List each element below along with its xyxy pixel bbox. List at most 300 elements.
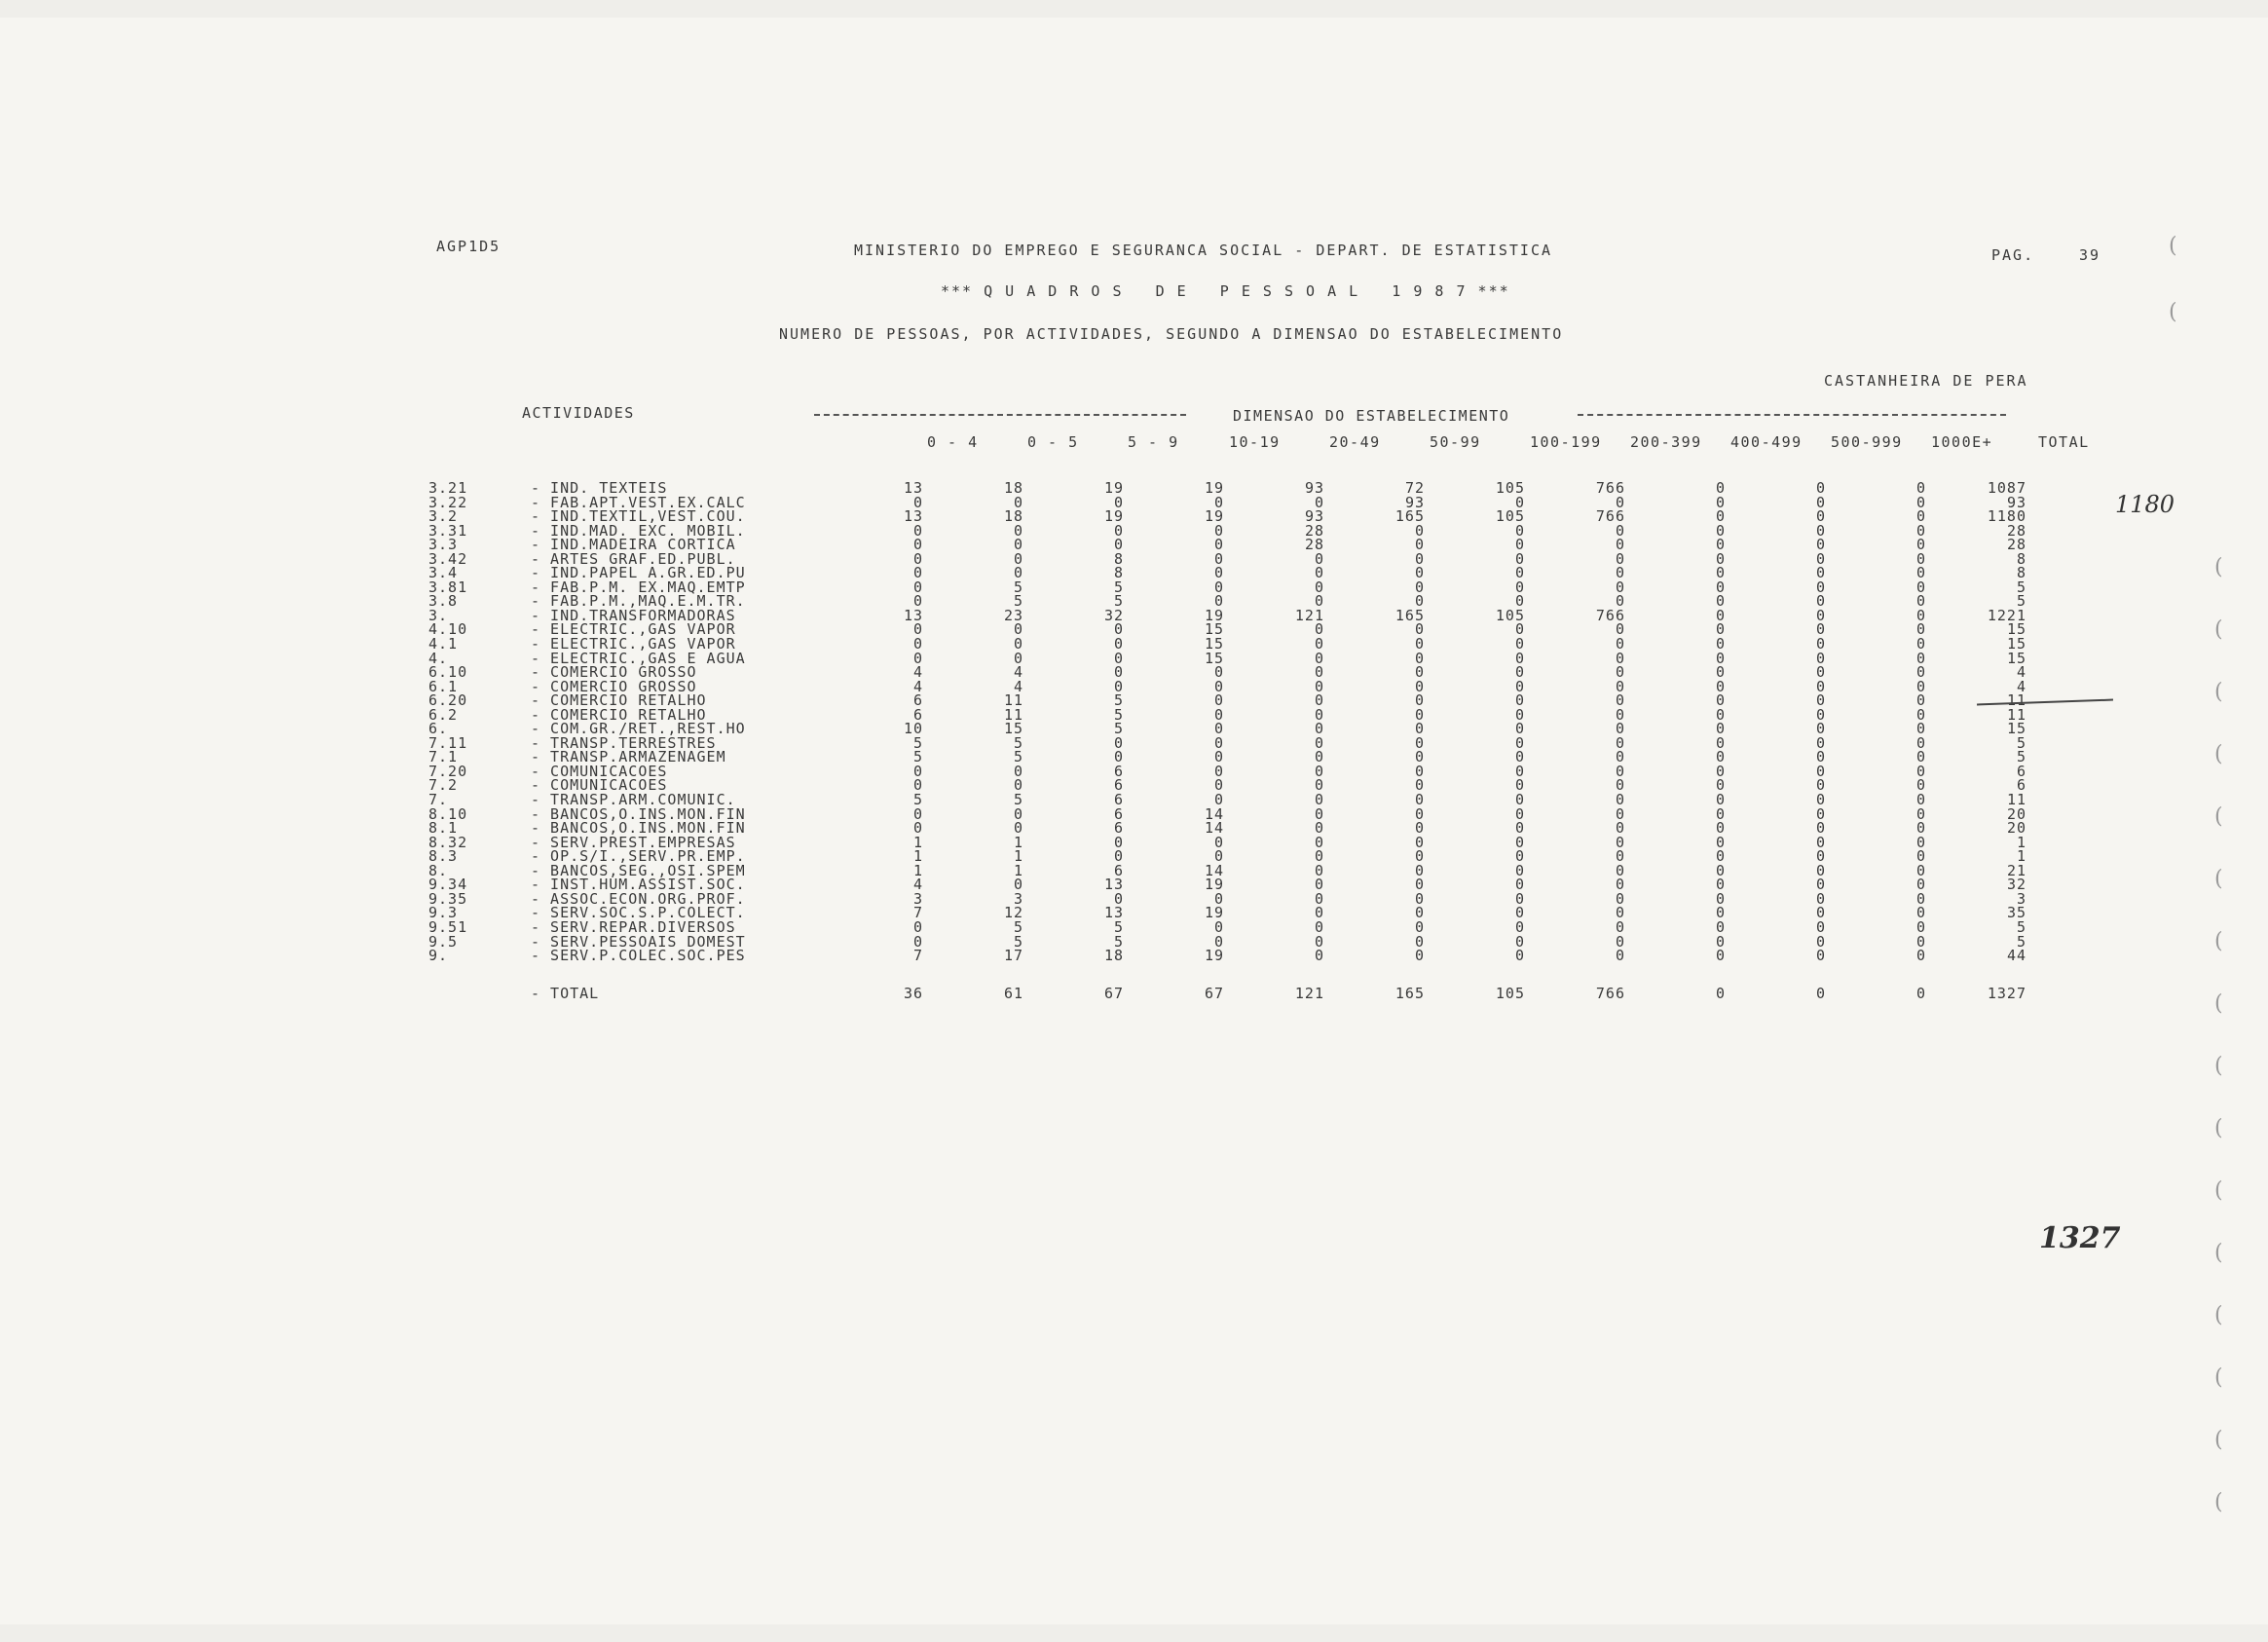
value-cell: 0 [1414, 564, 1425, 582]
activity-description: - SERV.PESSOAIS DOMEST [531, 932, 746, 951]
value-cell: 0 [912, 932, 923, 951]
value-cell: 0 [1815, 947, 1826, 965]
column-header: 1000E+ [1931, 433, 1993, 451]
value-cell: 0 [1715, 521, 1726, 540]
value-cell: 21 [2006, 861, 2026, 879]
value-cell: 0 [1815, 549, 1826, 568]
activity-description: - BANCOS,O.INS.MON.FIN [531, 804, 746, 823]
activity-code: 6.1 [428, 677, 459, 695]
value-cell: 0 [1615, 691, 1625, 710]
value-cell: 13 [903, 507, 923, 526]
value-cell: 44 [2006, 947, 2026, 965]
activity-code: 8.3 [428, 847, 459, 866]
value-cell: 11 [2006, 791, 2026, 809]
activity-description: - OP.S/I.,SERV.PR.EMP. [531, 847, 746, 866]
value-cell: 105 [1495, 606, 1525, 624]
value-cell: 0 [1915, 564, 1926, 582]
value-cell: 0 [1715, 876, 1726, 894]
activity-description: - ARTES GRAF.ED.PUBL. [531, 549, 736, 568]
value-cell: 0 [1915, 705, 1926, 724]
value-cell: 0 [1815, 932, 1826, 951]
value-cell: 19 [1204, 876, 1224, 894]
value-cell: 0 [1615, 819, 1625, 838]
value-cell: 3 [1013, 889, 1023, 908]
value-cell: 0 [1213, 536, 1224, 554]
value-cell: 0 [1715, 733, 1726, 752]
value-cell: 5 [2016, 578, 2026, 596]
value-cell: 0 [1915, 493, 1926, 511]
value-cell: 1221 [1987, 606, 2026, 624]
activity-header: ACTIVIDADES [522, 404, 635, 422]
value-cell: 0 [1615, 620, 1625, 639]
binder-hole: ( [2214, 742, 2223, 766]
binder-hole: ( [2214, 1241, 2223, 1265]
page-number: 39 [2079, 246, 2101, 264]
value-cell: 0 [1915, 578, 1926, 596]
page-label: PAG. [1991, 246, 2035, 264]
value-cell: 19 [1204, 947, 1224, 965]
value-cell: 0 [1815, 876, 1826, 894]
value-cell: 32 [1103, 606, 1124, 624]
value-cell: 6 [2016, 776, 2026, 795]
activity-description: - BANCOS,O.INS.MON.FIN [531, 819, 746, 838]
value-cell: 0 [1314, 804, 1324, 823]
value-cell: 28 [1304, 521, 1324, 540]
value-cell: 0 [1314, 791, 1324, 809]
activity-code: 7.11 [428, 733, 468, 752]
value-cell: 0 [912, 804, 923, 823]
activity-description: - BANCOS,SEG.,OSI.SPEM [531, 861, 746, 879]
value-cell: 0 [1113, 733, 1124, 752]
value-cell: 0 [1715, 620, 1726, 639]
value-cell: 0 [1414, 592, 1425, 611]
value-cell: 5 [2016, 592, 2026, 611]
value-cell: 0 [1815, 479, 1826, 497]
value-cell: 18 [1003, 479, 1023, 497]
activity-description: - COMUNICACOES [531, 776, 668, 795]
value-cell: 0 [1715, 677, 1726, 695]
value-cell: 0 [912, 564, 923, 582]
value-cell: 5 [1013, 917, 1023, 936]
value-cell: 0 [1715, 592, 1726, 611]
value-cell: 0 [1815, 663, 1826, 682]
value-cell: 1327 [1987, 984, 2026, 1002]
value-cell: 0 [1213, 521, 1224, 540]
column-header: 100-199 [1530, 433, 1602, 451]
value-cell: 5 [1013, 932, 1023, 951]
document-sheet [0, 18, 2268, 1624]
value-cell: 0 [1213, 720, 1224, 738]
value-cell: 0 [1314, 748, 1324, 766]
value-cell: 36 [903, 984, 923, 1002]
ministry-title: MINISTERIO DO EMPREGO E SEGURANCA SOCIAL - DEPART. DE ESTATISTICA [854, 242, 1552, 259]
column-header: 0 - 5 [1027, 433, 1079, 451]
value-cell: 13 [1103, 876, 1124, 894]
value-cell: 15 [2006, 720, 2026, 738]
value-cell: 0 [1414, 804, 1425, 823]
value-cell: 11 [2006, 705, 2026, 724]
activity-code: 9. [428, 947, 449, 965]
value-cell: 0 [1815, 606, 1826, 624]
activity-code: 4. [428, 649, 449, 667]
activity-code: 4.1 [428, 635, 459, 653]
activity-description: - TOTAL [531, 984, 600, 1002]
value-cell: 0 [912, 776, 923, 795]
value-cell: 0 [1213, 592, 1224, 611]
activity-code: 3.21 [428, 479, 468, 497]
activity-description: - COMERCIO RETALHO [531, 691, 707, 710]
value-cell: 0 [1915, 889, 1926, 908]
value-cell: 0 [1213, 564, 1224, 582]
activity-description: - ELECTRIC.,GAS E AGUA [531, 649, 746, 667]
value-cell: 0 [1414, 889, 1425, 908]
column-header: 10-19 [1229, 433, 1281, 451]
value-cell: 93 [1304, 479, 1324, 497]
value-cell: 8 [2016, 564, 2026, 582]
value-cell: 0 [1013, 620, 1023, 639]
value-cell: 0 [1715, 705, 1726, 724]
activity-code: 4.10 [428, 620, 468, 639]
value-cell: 0 [912, 549, 923, 568]
value-cell: 15 [1204, 635, 1224, 653]
value-cell: 0 [1815, 917, 1826, 936]
value-cell: 0 [1414, 733, 1425, 752]
value-cell: 0 [1715, 507, 1726, 526]
value-cell: 7 [912, 947, 923, 965]
value-cell: 0 [1213, 493, 1224, 511]
value-cell: 0 [1715, 748, 1726, 766]
activity-description: - TRANSP.TERRESTRES [531, 733, 717, 752]
value-cell: 0 [1815, 819, 1826, 838]
value-cell: 0 [912, 762, 923, 780]
value-cell: 0 [1615, 549, 1625, 568]
value-cell: 5 [912, 791, 923, 809]
value-cell: 5 [1113, 720, 1124, 738]
value-cell: 3 [912, 889, 923, 908]
value-cell: 0 [1915, 984, 1926, 1002]
value-cell: 0 [1514, 549, 1525, 568]
value-cell: 0 [1414, 776, 1425, 795]
column-header: 400-499 [1730, 433, 1803, 451]
value-cell: 13 [1103, 904, 1124, 922]
value-cell: 0 [1915, 606, 1926, 624]
value-cell: 0 [1113, 663, 1124, 682]
value-cell: 0 [1915, 691, 1926, 710]
activity-code: 3.2 [428, 507, 459, 526]
value-cell: 0 [1314, 663, 1324, 682]
activity-code: 8.10 [428, 804, 468, 823]
value-cell: 0 [1815, 649, 1826, 667]
value-cell: 5 [1013, 592, 1023, 611]
total-row [428, 987, 2026, 1001]
value-cell: 6 [1113, 791, 1124, 809]
value-cell: 1 [1013, 847, 1023, 866]
value-cell: 0 [1615, 592, 1625, 611]
activity-description: - COMUNICACOES [531, 762, 668, 780]
value-cell: 0 [1615, 663, 1625, 682]
value-cell: 0 [1314, 733, 1324, 752]
value-cell: 11 [1003, 705, 1023, 724]
value-cell: 0 [1615, 521, 1625, 540]
value-cell: 8 [2016, 549, 2026, 568]
value-cell: 1 [1013, 833, 1023, 851]
value-cell: 0 [1213, 677, 1224, 695]
value-cell: 0 [1514, 833, 1525, 851]
value-cell: 5 [1113, 592, 1124, 611]
value-cell: 0 [1314, 564, 1324, 582]
value-cell: 28 [1304, 536, 1324, 554]
binder-hole: ( [2214, 1054, 2223, 1078]
value-cell: 0 [1615, 677, 1625, 695]
value-cell: 0 [1815, 564, 1826, 582]
value-cell: 0 [1615, 833, 1625, 851]
value-cell: 0 [912, 620, 923, 639]
value-cell: 0 [1113, 847, 1124, 866]
value-cell: 0 [1915, 804, 1926, 823]
value-cell: 0 [1915, 479, 1926, 497]
value-cell: 0 [1414, 536, 1425, 554]
value-cell: 4 [2016, 677, 2026, 695]
value-cell: 0 [1314, 592, 1324, 611]
value-cell: 6 [912, 705, 923, 724]
value-cell: 0 [1815, 635, 1826, 653]
binder-hole: ( [2214, 991, 2223, 1016]
value-cell: 93 [1304, 507, 1324, 526]
value-cell: 0 [1615, 947, 1625, 965]
activity-description: - IND.MADEIRA CORTICA [531, 536, 736, 554]
value-cell: 6 [912, 691, 923, 710]
value-cell: 0 [1314, 847, 1324, 866]
value-cell: 0 [1615, 904, 1625, 922]
value-cell: 0 [1013, 635, 1023, 653]
value-cell: 0 [1514, 521, 1525, 540]
value-cell: 0 [1113, 493, 1124, 511]
value-cell: 0 [1314, 819, 1324, 838]
value-cell: 0 [1615, 791, 1625, 809]
value-cell: 0 [1314, 917, 1324, 936]
value-cell: 0 [1213, 889, 1224, 908]
value-cell: 0 [1314, 762, 1324, 780]
value-cell: 0 [1815, 720, 1826, 738]
value-cell: 15 [2006, 635, 2026, 653]
handwritten-total: 1327 [2039, 1221, 2121, 1255]
value-cell: 0 [1815, 984, 1826, 1002]
value-cell: 0 [1314, 635, 1324, 653]
value-cell: 0 [1514, 917, 1525, 936]
value-cell: 0 [1615, 861, 1625, 879]
value-cell: 0 [1314, 578, 1324, 596]
value-cell: 0 [1414, 932, 1425, 951]
handwritten-note: 1180 [2115, 491, 2175, 518]
value-cell: 0 [1715, 833, 1726, 851]
value-cell: 14 [1204, 861, 1224, 879]
value-cell: 0 [1414, 578, 1425, 596]
activity-description: - ELECTRIC.,GAS VAPOR [531, 635, 736, 653]
activity-description: - IND.MAD. EXC. MOBIL. [531, 521, 746, 540]
value-cell: 0 [1715, 791, 1726, 809]
activity-code: 7.20 [428, 762, 468, 780]
data-table [428, 481, 2026, 1000]
binder-hole: ( [2214, 867, 2223, 891]
value-cell: 105 [1495, 507, 1525, 526]
value-cell: 0 [1113, 833, 1124, 851]
value-cell: 0 [1514, 635, 1525, 653]
value-cell: 0 [1915, 635, 1926, 653]
activity-code: 3. [428, 606, 449, 624]
value-cell: 0 [1314, 947, 1324, 965]
value-cell: 8 [1113, 564, 1124, 582]
value-cell: 0 [1414, 917, 1425, 936]
value-cell: 0 [1213, 691, 1224, 710]
value-cell: 0 [1915, 917, 1926, 936]
value-cell: 0 [1615, 847, 1625, 866]
value-cell: 0 [912, 536, 923, 554]
value-cell: 5 [1113, 932, 1124, 951]
column-header: 50-99 [1430, 433, 1481, 451]
value-cell: 15 [1204, 620, 1224, 639]
value-cell: 0 [1815, 536, 1826, 554]
value-cell: 4 [912, 876, 923, 894]
value-cell: 0 [1514, 947, 1525, 965]
value-cell: 0 [1013, 564, 1023, 582]
value-cell: 6 [1113, 776, 1124, 795]
region-name: CASTANHEIRA DE PERA [1824, 372, 2028, 390]
value-cell: 0 [1815, 592, 1826, 611]
activity-code: 8.1 [428, 819, 459, 838]
value-cell: 0 [1314, 861, 1324, 879]
value-cell: 0 [1815, 904, 1826, 922]
value-cell: 93 [1404, 493, 1425, 511]
activity-code: 6. [428, 720, 449, 738]
value-cell: 0 [1314, 876, 1324, 894]
value-cell: 0 [1615, 733, 1625, 752]
value-cell: 0 [1915, 904, 1926, 922]
value-cell: 1180 [1987, 507, 2026, 526]
value-cell: 0 [1013, 536, 1023, 554]
value-cell: 0 [1615, 748, 1625, 766]
value-cell: 0 [1414, 720, 1425, 738]
value-cell: 1 [2016, 847, 2026, 866]
value-cell: 0 [1815, 748, 1826, 766]
value-cell: 0 [912, 635, 923, 653]
value-cell: 0 [1314, 904, 1324, 922]
activity-description: - TRANSP.ARMAZENAGEM [531, 748, 726, 766]
activity-description: - COM.GR./RET.,REST.HO [531, 720, 746, 738]
activity-description: - SERV.REPAR.DIVERSOS [531, 917, 736, 936]
value-cell: 0 [1615, 578, 1625, 596]
activity-code: 3.42 [428, 549, 468, 568]
value-cell: 766 [1595, 984, 1625, 1002]
activity-description: - ELECTRIC.,GAS VAPOR [531, 620, 736, 639]
value-cell: 0 [1414, 819, 1425, 838]
activity-code: 3.4 [428, 564, 459, 582]
value-cell: 0 [1715, 606, 1726, 624]
value-cell: 0 [1715, 578, 1726, 596]
activity-code: 8.32 [428, 833, 468, 851]
value-cell: 0 [1213, 663, 1224, 682]
value-cell: 5 [1113, 705, 1124, 724]
value-cell: 10 [903, 720, 923, 738]
value-cell: 0 [1815, 578, 1826, 596]
table-row [428, 765, 2026, 779]
value-cell: 0 [1514, 536, 1525, 554]
value-cell: 0 [1915, 932, 1926, 951]
value-cell: 1 [912, 833, 923, 851]
value-cell: 0 [1414, 705, 1425, 724]
value-cell: 6 [2016, 762, 2026, 780]
activity-description: - SERV.P.COLEC.SOC.PES [531, 947, 746, 965]
value-cell: 0 [1314, 677, 1324, 695]
value-cell: 0 [1615, 889, 1625, 908]
activity-description: - COMERCIO GROSSO [531, 677, 697, 695]
value-cell: 0 [1314, 493, 1324, 511]
binder-hole: ( [2214, 929, 2223, 953]
value-cell: 0 [1414, 649, 1425, 667]
value-cell: 0 [1514, 748, 1525, 766]
value-cell: 0 [1314, 691, 1324, 710]
value-cell: 0 [1815, 677, 1826, 695]
value-cell: 121 [1294, 606, 1324, 624]
activity-code: 7.2 [428, 776, 459, 795]
report-subtitle: *** Q U A D R O S D E P E S S O A L 1 9 8 7 *** [941, 282, 1510, 300]
value-cell: 0 [1514, 819, 1525, 838]
group-header: DIMENSAO DO ESTABELECIMENTO [1233, 407, 1510, 425]
value-cell: 6 [1113, 762, 1124, 780]
value-cell: 0 [1615, 705, 1625, 724]
column-header: TOTAL [2038, 433, 2090, 451]
value-cell: 105 [1495, 479, 1525, 497]
value-cell: 5 [1013, 748, 1023, 766]
value-cell: 28 [2006, 536, 2026, 554]
binder-hole: ( [2214, 1428, 2223, 1452]
value-cell: 0 [1915, 720, 1926, 738]
activity-code: 6.10 [428, 663, 468, 682]
value-cell: 0 [1715, 847, 1726, 866]
value-cell: 4 [1013, 677, 1023, 695]
value-cell: 18 [1003, 507, 1023, 526]
value-cell: 0 [1013, 776, 1023, 795]
value-cell: 5 [2016, 733, 2026, 752]
value-cell: 0 [1715, 947, 1726, 965]
value-cell: 0 [912, 917, 923, 936]
table-row [428, 750, 2026, 765]
binder-hole: ( [2214, 680, 2223, 704]
value-cell: 5 [912, 748, 923, 766]
value-cell: 0 [1915, 507, 1926, 526]
value-cell: 0 [1815, 705, 1826, 724]
activity-code: 9.51 [428, 917, 468, 936]
value-cell: 0 [1815, 791, 1826, 809]
spacer-row [428, 963, 2026, 987]
value-cell: 15 [2006, 620, 2026, 639]
value-cell: 766 [1595, 606, 1625, 624]
value-cell: 0 [1915, 663, 1926, 682]
value-cell: 4 [1013, 663, 1023, 682]
activity-code: 7.1 [428, 748, 459, 766]
value-cell: 0 [1815, 493, 1826, 511]
value-cell: 0 [1514, 876, 1525, 894]
value-cell: 0 [1013, 819, 1023, 838]
value-cell: 0 [1615, 776, 1625, 795]
value-cell: 0 [1715, 917, 1726, 936]
value-cell: 0 [1915, 521, 1926, 540]
activity-code: 3.3 [428, 536, 459, 554]
activity-code: 9.3 [428, 904, 459, 922]
value-cell: 0 [1715, 984, 1726, 1002]
value-cell: 14 [1204, 804, 1224, 823]
value-cell: 0 [1915, 677, 1926, 695]
value-cell: 0 [1715, 861, 1726, 879]
